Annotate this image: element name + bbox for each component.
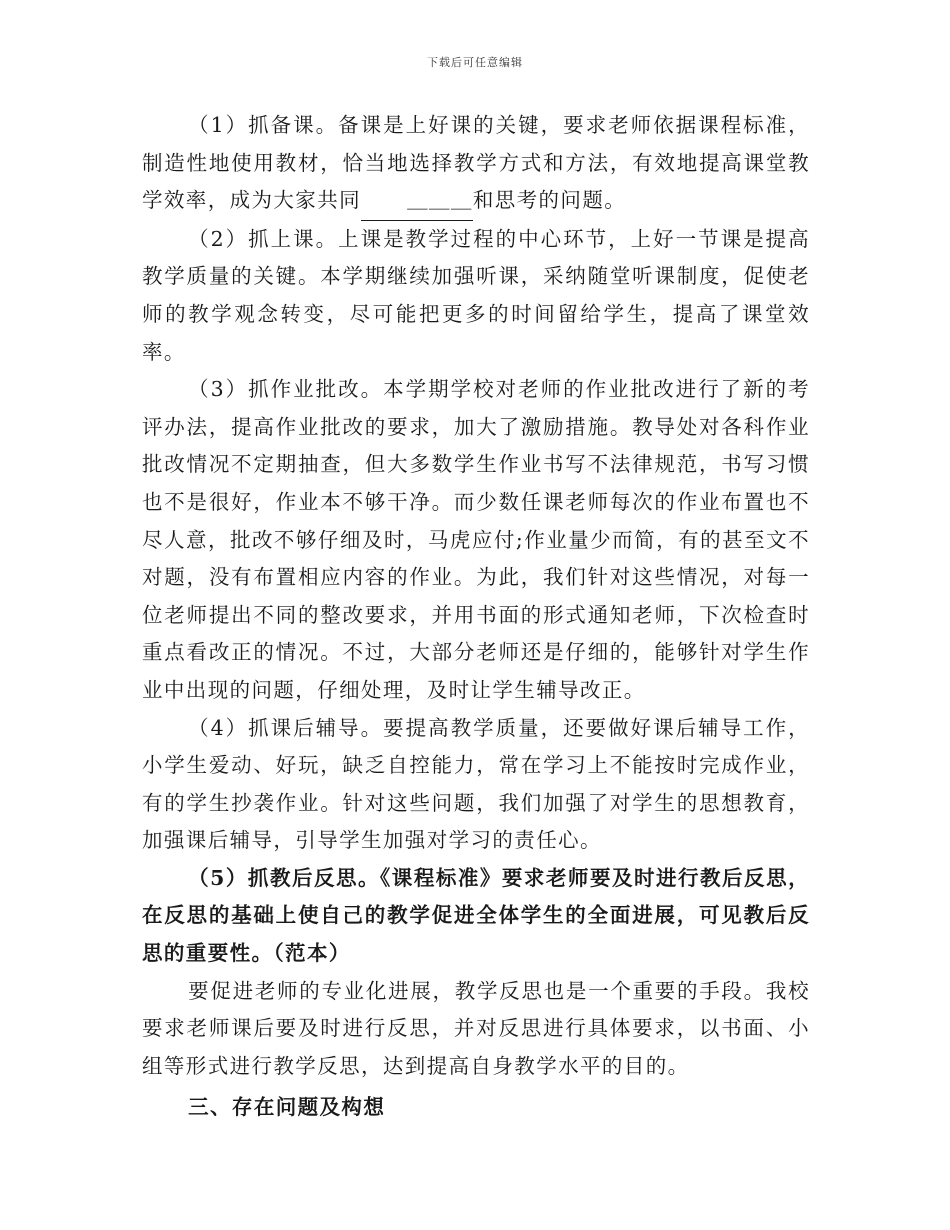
paragraph-teaching-reflection: （5）抓教后反思。《课程标准》要求老师要及时进行教后反思，在反思的基础上使自己的教学促进全体学生的全面进展，可见教后反思的重要性。（范本） [142, 865, 810, 966]
document-body [142, 107, 810, 1127]
paragraph-homework-correction: （3）抓作业批改。本学期学校对老师的作业批改进行了新的考评办法，提高作业批改的要求，加大了激励措施。教导处对各科作业批改情况不定期抽查，但大多数学生作业书写不法律规范，书写习惯也不是很好，作业本不够干净。而少数任课老师每次的作业布置也不尽人意，批改不够仔细及时，马虎应付;作业量少而简，有的甚至文不对题，没有布置相应内容的作业。为此，我们针对这些情况，对每一位老师提出不同的整改要求，并用书面的形式通知老师，下次检查时重点看改正的情况。不过，大部分老师还是仔细的，能够针对学生作业中出现的问题，仔细处理，及时让学生辅导改正。 [142, 377, 810, 702]
paragraph-lesson-preparation [142, 107, 810, 221]
paragraph-lesson-preparation-text: （1）抓备课。备课是上好课的关键，要求老师依据课程标准，制造性地使用教材，恰当地选择教学方式和方法，有效地提高课堂教学效率，成为大家共同 [142, 113, 810, 213]
paragraph-lesson-preparation-end: 和思考的问题。 [472, 188, 627, 213]
fill-in-blank: ＿＿＿ [361, 182, 473, 221]
paragraph-classes: （2）抓上课。上课是教学过程的中心环节，上好一节课是提高教学质量的关键。本学期继续加强听课，采纳随堂听课制度，促使老师的教学观念转变，尽可能把更多的时间留给学生，提高了课堂效率。 [142, 226, 810, 364]
paragraph-professional-development: 要促进老师的专业化进展，教学反思也是一个重要的手段。我校要求老师课后要及时进行反思，并对反思进行具体要求，以书面、小组等形式进行教学反思，达到提高自身教学水平的目的。 [142, 978, 810, 1078]
paragraph-after-class-tutoring: （4）抓课后辅导。要提高教学质量，还要做好课后辅导工作，小学生爱动、好玩，缺乏自控能力，常在学习上不能按时完成作业，有的学生抄袭作业。针对这些问题，我们加强了对学生的思想教育，加强课后辅导，引导学生加强对学习的责任心。 [142, 715, 810, 853]
section-heading: 三、存在问题及构想 [188, 1095, 386, 1120]
page-header: 下载后可任意编辑 [427, 56, 523, 69]
